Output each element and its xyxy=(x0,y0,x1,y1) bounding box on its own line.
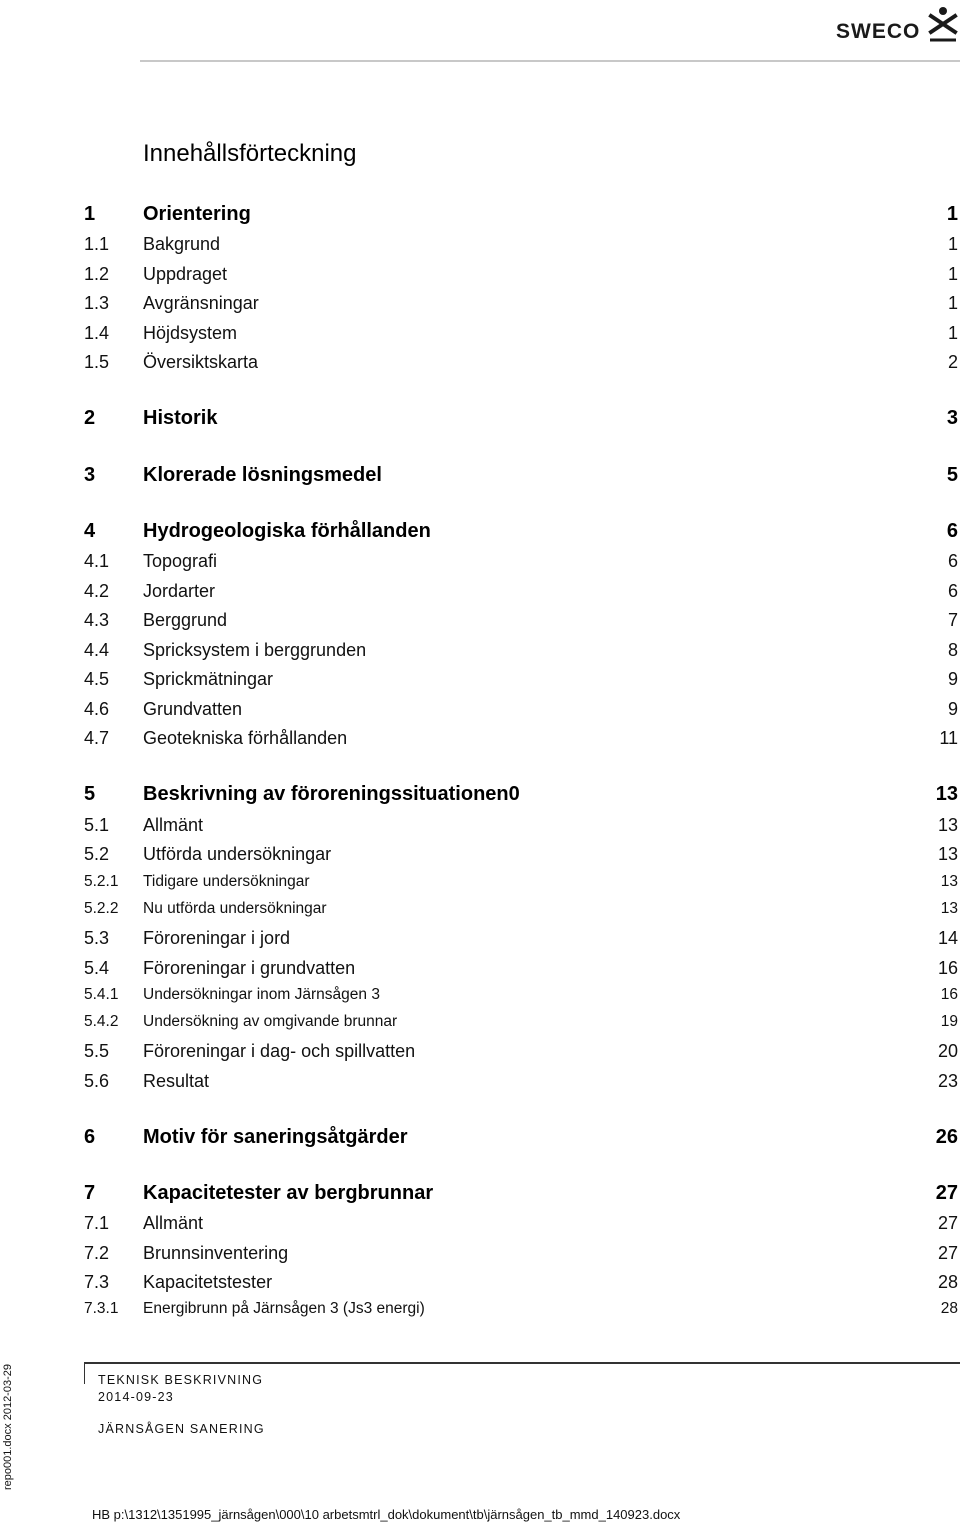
toc-entry-number: 3 xyxy=(84,464,96,486)
toc-entry-title: Geotekniska förhållanden xyxy=(143,728,348,748)
toc-entry-number: 1.3 xyxy=(84,293,110,313)
toc-entry-title: Jordarter xyxy=(143,581,216,601)
footer-date: 2014-09-23 xyxy=(98,1390,174,1404)
sweco-logo xyxy=(834,6,960,46)
toc-entry-page: 1 xyxy=(947,234,958,254)
toc-entry[interactable] xyxy=(84,844,958,868)
toc-entry-page: 19 xyxy=(940,1013,958,1030)
toc-entry[interactable] xyxy=(84,986,958,1010)
toc-entry-page: 6 xyxy=(946,520,958,542)
toc-entry-title: Uppdraget xyxy=(143,264,228,284)
toc-entry-page: 7 xyxy=(947,610,958,630)
toc-entry[interactable] xyxy=(84,699,958,723)
footer-file-path: HB p:\1312\1351995_järnsågen\000\10 arbetsmtrl_dok\dokument\tb\järnsågen_tb_mmd_140923.docx xyxy=(92,1507,681,1522)
toc-entry-number: 5.4.2 xyxy=(84,1013,119,1030)
toc-entry-number: 7.1 xyxy=(84,1213,110,1233)
toc-entry-page: 13 xyxy=(940,873,958,890)
toc-entry-title: Kapacitetester av bergbrunnar xyxy=(143,1182,434,1204)
toc-entry-title: Tidigare undersökningar xyxy=(143,873,310,890)
toc-entry-number: 5.2.1 xyxy=(84,873,119,890)
toc-entry-number: 7.2 xyxy=(84,1243,110,1263)
toc-entry[interactable] xyxy=(84,234,958,258)
toc-entry-page: 9 xyxy=(947,699,958,719)
toc-entry-number: 1.1 xyxy=(84,234,110,254)
toc-entry[interactable] xyxy=(84,1071,958,1095)
toc-entry-title: Sprickmätningar xyxy=(143,669,274,689)
toc-entry-number: 5.1 xyxy=(84,815,110,835)
toc-entry-number: 6 xyxy=(84,1126,96,1148)
toc-entry[interactable] xyxy=(84,1126,958,1150)
toc-entry-title: Föroreningar i jord xyxy=(143,928,291,948)
toc-entry[interactable] xyxy=(84,264,958,288)
toc-entry-title: Avgränsningar xyxy=(143,293,259,313)
toc-entry-page: 1 xyxy=(946,203,958,225)
toc-entry-number: 5.2.2 xyxy=(84,900,119,917)
toc-entry-number: 4.6 xyxy=(84,699,110,719)
toc-entry-title: Översiktskarta xyxy=(143,352,259,372)
toc-entry-number: 1.4 xyxy=(84,323,110,343)
toc-entry[interactable] xyxy=(84,1300,958,1324)
sweco-person-icon xyxy=(928,6,958,42)
toc-entry-number: 7.3.1 xyxy=(84,1300,119,1317)
toc-entry-title: Föroreningar i dag- och spillvatten xyxy=(143,1041,416,1061)
toc-entry-page: 27 xyxy=(937,1243,958,1263)
toc-entry-page: 13 xyxy=(940,900,958,917)
toc-entry-page: 1 xyxy=(947,323,958,343)
toc-entry[interactable] xyxy=(84,323,958,347)
toc-entry-title: Undersökningar inom Järnsågen 3 xyxy=(143,986,380,1003)
header-divider xyxy=(140,60,960,62)
toc-entry[interactable] xyxy=(84,1272,958,1296)
toc-entry-number: 1.2 xyxy=(84,264,110,284)
toc-entry[interactable] xyxy=(84,1243,958,1267)
toc-entry-number: 2 xyxy=(84,407,96,429)
toc-entry[interactable] xyxy=(84,1041,958,1065)
toc-entry-title: Orientering xyxy=(143,203,251,225)
toc-entry-page: 13 xyxy=(937,844,958,864)
toc-entry-number: 5.5 xyxy=(84,1041,110,1061)
toc-entry-number: 1.5 xyxy=(84,352,110,372)
toc-entry[interactable] xyxy=(84,352,958,376)
toc-entry[interactable] xyxy=(84,610,958,634)
toc-entry-title: Utförda undersökningar xyxy=(143,844,332,864)
toc-entry-number: 4.4 xyxy=(84,640,110,660)
toc-entry[interactable] xyxy=(84,581,958,605)
toc-entry-number: 7 xyxy=(84,1182,96,1204)
toc-entry-page: 8 xyxy=(947,640,958,660)
toc-entry[interactable] xyxy=(84,873,958,897)
toc-entry-title: Spricksystem i berggrunden xyxy=(143,640,367,660)
toc-entry-title: Undersökning av omgivande brunnar xyxy=(143,1013,398,1030)
toc-entry-page: 28 xyxy=(937,1272,958,1292)
footer-doc-type: TEKNISK BESKRIVNING xyxy=(98,1373,264,1387)
footer-project: JÄRNSÅGEN SANERING xyxy=(98,1422,265,1436)
side-template-label: repo001.docx 2012-03-29 xyxy=(2,1364,14,1490)
toc-entry[interactable] xyxy=(84,1182,958,1206)
footer-divider-vertical xyxy=(84,1362,85,1384)
toc-entry-title: Höjdsystem xyxy=(143,323,238,343)
toc-entry-page: 5 xyxy=(946,464,958,486)
toc-entry[interactable] xyxy=(84,464,958,488)
page-header xyxy=(0,0,960,62)
toc-entry[interactable] xyxy=(84,520,958,544)
toc-entry[interactable] xyxy=(84,293,958,317)
toc-entry[interactable] xyxy=(84,815,958,839)
toc-entry-title: Föroreningar i grundvatten xyxy=(143,958,356,978)
toc-entry-title: Historik xyxy=(143,407,218,429)
toc-entry-number: 5.4 xyxy=(84,958,110,978)
toc-entry[interactable] xyxy=(84,958,958,982)
toc-entry-page: 27 xyxy=(937,1213,958,1233)
toc-entry-title: Energibrunn på Järnsågen 3 (Js3 energi) xyxy=(143,1300,425,1317)
toc-entry-number: 4 xyxy=(84,520,96,542)
toc-entry[interactable] xyxy=(84,1013,958,1037)
toc-entry-title: Bakgrund xyxy=(143,234,221,254)
toc-entry-number: 5 xyxy=(84,783,96,805)
footer-divider xyxy=(84,1362,960,1364)
toc-entry-page: 13 xyxy=(937,815,958,835)
toc-entry-title: Resultat xyxy=(143,1071,210,1091)
logo-text: SWECO xyxy=(836,20,921,43)
toc-entry-title: Topografi xyxy=(143,551,218,571)
toc-entry-page: 11 xyxy=(939,728,958,748)
toc-entry-page: 14 xyxy=(937,928,958,948)
toc-entry-number: 1 xyxy=(84,203,96,225)
toc-entry-number: 5.3 xyxy=(84,928,110,948)
toc-entry-page: 6 xyxy=(947,551,958,571)
toc-entry-number: 4.3 xyxy=(84,610,110,630)
toc-entry[interactable] xyxy=(84,783,958,807)
toc-entry-title: Allmänt xyxy=(143,1213,204,1233)
toc-entry-title: Berggrund xyxy=(143,610,228,630)
toc-entry-page: 26 xyxy=(935,1126,958,1148)
toc-entry-page: 16 xyxy=(937,958,958,978)
toc-entry[interactable] xyxy=(84,728,958,752)
toc-title: Innehållsförteckning xyxy=(143,140,357,167)
toc-entry[interactable] xyxy=(84,900,958,924)
toc-entry[interactable] xyxy=(84,407,958,431)
toc-entry-page: 27 xyxy=(935,1182,958,1204)
toc-entry-title: Beskrivning av föroreningssituationen0 xyxy=(143,783,520,805)
toc-entry-page: 13 xyxy=(935,783,958,805)
toc-entry-page: 16 xyxy=(940,986,958,1003)
toc-entry[interactable] xyxy=(84,203,958,227)
toc-entry-page: 6 xyxy=(947,581,958,601)
toc-entry-page: 28 xyxy=(940,1300,958,1317)
toc-entry-title: Brunnsinventering xyxy=(143,1243,289,1263)
toc-entry-page: 9 xyxy=(947,669,958,689)
toc-entry-number: 4.5 xyxy=(84,669,110,689)
toc-entry-number: 5.2 xyxy=(84,844,110,864)
toc-entry-number: 4.7 xyxy=(84,728,110,748)
toc-entry-page: 2 xyxy=(947,352,958,372)
toc-entry-number: 4.2 xyxy=(84,581,110,601)
toc-entry[interactable] xyxy=(84,669,958,693)
toc-entry[interactable] xyxy=(84,1213,958,1237)
toc-entry[interactable] xyxy=(84,640,958,664)
toc-entry-number: 5.4.1 xyxy=(84,986,119,1003)
toc-entry-page: 1 xyxy=(947,293,958,313)
toc-entry[interactable] xyxy=(84,551,958,575)
toc-entry-number: 5.6 xyxy=(84,1071,110,1091)
toc-entry-title: Motiv för saneringsåtgärder xyxy=(143,1126,408,1148)
toc-entry-title: Klorerade lösningsmedel xyxy=(143,464,382,486)
toc-entry-title: Grundvatten xyxy=(143,699,243,719)
toc-entry-page: 23 xyxy=(937,1071,958,1091)
toc-entry[interactable] xyxy=(84,928,958,952)
toc-entry-title: Hydrogeologiska förhållanden xyxy=(143,520,431,542)
toc-entry-title: Allmänt xyxy=(143,815,204,835)
toc-entry-number: 7.3 xyxy=(84,1272,110,1292)
toc-entry-title: Nu utförda undersökningar xyxy=(143,900,327,917)
toc-entry-page: 1 xyxy=(947,264,958,284)
toc-entry-page: 3 xyxy=(946,407,958,429)
toc-entry-page: 20 xyxy=(937,1041,958,1061)
toc-entry-number: 4.1 xyxy=(84,551,110,571)
toc-entry-title: Kapacitetstester xyxy=(143,1272,273,1292)
